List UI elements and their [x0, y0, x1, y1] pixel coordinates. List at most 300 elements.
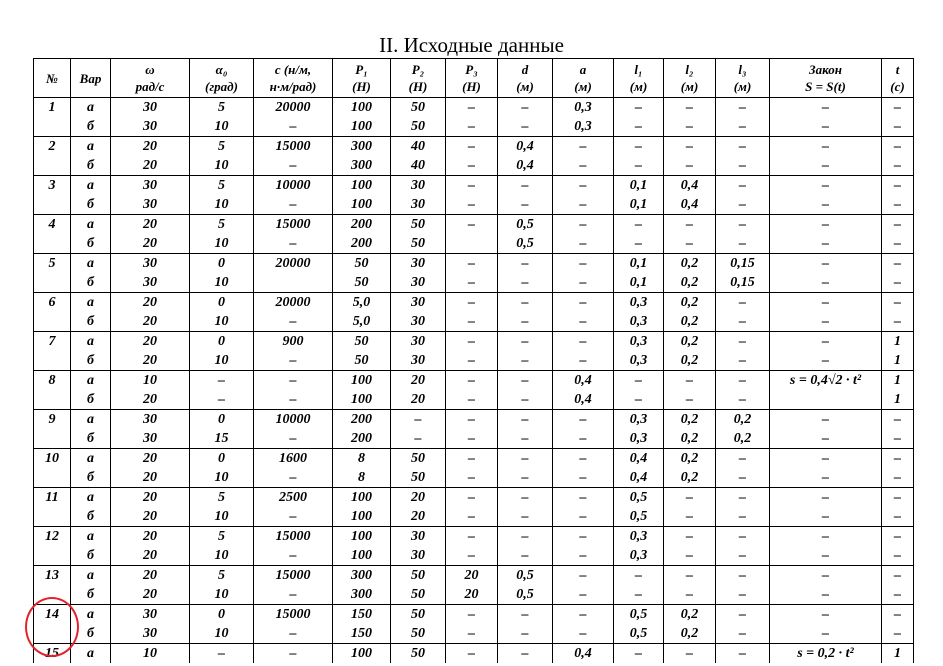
table-cell: 300: [333, 137, 391, 157]
row-number: 11: [34, 488, 71, 527]
table-cell: –: [882, 449, 914, 469]
table-cell: 20: [446, 585, 498, 605]
table-cell: 0,5: [614, 605, 664, 625]
column-header-line2: (Н): [408, 79, 428, 94]
table-cell: 150: [333, 624, 391, 644]
table-cell: –: [614, 390, 664, 410]
table-cell: 20000: [254, 98, 333, 118]
table-cell: –: [553, 507, 614, 527]
row-number: 1: [34, 98, 71, 137]
table-cell: 100: [333, 546, 391, 566]
table-cell: –: [716, 215, 770, 235]
table-row: [34, 410, 914, 430]
table-row: [34, 273, 914, 293]
table-cell: а: [71, 137, 111, 157]
table-cell: 300: [333, 585, 391, 605]
table-cell: 0,4: [498, 156, 553, 176]
table-cell: 200: [333, 429, 391, 449]
table-cell: 50: [391, 605, 446, 625]
column-header-line2: рад/с: [135, 79, 165, 94]
table-cell: –: [553, 585, 614, 605]
table-cell: 0,5: [498, 215, 553, 235]
table-cell: –: [254, 507, 333, 527]
table-cell: –: [882, 488, 914, 508]
table-cell: –: [770, 546, 882, 566]
table-cell: –: [498, 195, 553, 215]
table-cell: –: [498, 449, 553, 469]
table-cell: –: [716, 176, 770, 196]
table-cell: а: [71, 332, 111, 352]
table-cell: –: [254, 351, 333, 371]
table-cell: –: [882, 312, 914, 332]
table-cell: –: [254, 585, 333, 605]
column-header-line1: Вар: [79, 70, 102, 86]
table-cell: –: [553, 332, 614, 352]
table-cell: –: [446, 215, 498, 235]
table-cell: –: [553, 137, 614, 157]
table-cell: 30: [391, 195, 446, 215]
table-cell: 15000: [254, 566, 333, 586]
table-cell: –: [553, 195, 614, 215]
table-cell: –: [498, 254, 553, 274]
table-cell: –: [882, 176, 914, 196]
table-cell: –: [391, 410, 446, 430]
table-cell: –: [553, 468, 614, 488]
table-cell: –: [254, 117, 333, 137]
table-cell: 0,3: [614, 312, 664, 332]
table-cell: 5: [190, 98, 254, 118]
table-cell: –: [553, 605, 614, 625]
table-cell: 20: [446, 566, 498, 586]
table-cell: а: [71, 449, 111, 469]
table-cell: –: [770, 234, 882, 254]
table-cell: 20: [111, 156, 190, 176]
table-cell: 50: [391, 644, 446, 664]
table-cell: –: [664, 215, 716, 235]
table-cell: 0,4: [614, 468, 664, 488]
page-title: II. Исходные данные: [379, 33, 564, 57]
table-cell: –: [498, 429, 553, 449]
table-cell: –: [553, 624, 614, 644]
table-cell: 30: [111, 98, 190, 118]
column-header-line2: (м): [680, 79, 699, 94]
table-cell: –: [553, 156, 614, 176]
table-cell: –: [498, 644, 553, 664]
table-cell: –: [553, 273, 614, 293]
table-cell: 1: [882, 351, 914, 371]
table-cell: s = 0,4√2 · t²: [770, 371, 882, 391]
table-cell: 5: [190, 488, 254, 508]
table-cell: –: [882, 429, 914, 449]
table-cell: –: [664, 390, 716, 410]
column-header: [614, 59, 664, 98]
table-cell: 30: [111, 410, 190, 430]
table-cell: –: [190, 390, 254, 410]
table-cell: 0,3: [614, 410, 664, 430]
table-cell: 50: [333, 273, 391, 293]
table-cell: –: [882, 273, 914, 293]
table-cell: б: [71, 546, 111, 566]
table-cell: б: [71, 390, 111, 410]
table-cell: 10000: [254, 176, 333, 196]
table-cell: –: [498, 117, 553, 137]
table-cell: 30: [111, 176, 190, 196]
column-header-line1: с (н/м,: [274, 62, 312, 77]
table-cell: а: [71, 644, 111, 664]
column-header-line2: (с): [890, 79, 905, 94]
table-cell: –: [664, 527, 716, 547]
table-cell: –: [498, 605, 553, 625]
table-cell: –: [446, 390, 498, 410]
table-cell: –: [254, 644, 333, 664]
table-cell: 5,0: [333, 312, 391, 332]
table-cell: 10: [190, 624, 254, 644]
table-cell: 20: [111, 507, 190, 527]
table-cell: а: [71, 371, 111, 391]
table-cell: 0,3: [614, 429, 664, 449]
table-cell: –: [254, 624, 333, 644]
table-cell: 0,3: [614, 351, 664, 371]
table-cell: –: [553, 429, 614, 449]
table-cell: 0,2: [664, 449, 716, 469]
table-cell: –: [882, 566, 914, 586]
table-cell: 20: [391, 507, 446, 527]
table-cell: –: [553, 176, 614, 196]
table-cell: 10: [190, 234, 254, 254]
table-cell: 20: [111, 546, 190, 566]
table-cell: а: [71, 215, 111, 235]
table-row: [34, 527, 914, 547]
table-cell: 30: [391, 293, 446, 313]
table-cell: 40: [391, 137, 446, 157]
table-row: [34, 507, 914, 527]
column-header-line1: a: [579, 62, 587, 77]
table-cell: –: [664, 137, 716, 157]
table-cell: 20: [111, 234, 190, 254]
table-cell: 10: [190, 468, 254, 488]
table-row: [34, 137, 914, 157]
table-cell: –: [446, 293, 498, 313]
table-cell: 20: [111, 332, 190, 352]
table-row: [34, 234, 914, 254]
table-cell: –: [446, 410, 498, 430]
column-header-line2: (Н): [352, 79, 371, 94]
table-cell: 15: [190, 429, 254, 449]
table-cell: –: [614, 371, 664, 391]
table-cell: –: [446, 117, 498, 137]
table-cell: –: [716, 137, 770, 157]
table-cell: б: [71, 273, 111, 293]
table-cell: 10: [190, 507, 254, 527]
table-cell: [254, 273, 333, 293]
table-cell: –: [446, 488, 498, 508]
table-cell: –: [770, 429, 882, 449]
table-cell: 30: [111, 195, 190, 215]
table-cell: 50: [333, 332, 391, 352]
table-cell: 30: [111, 254, 190, 274]
table-cell: б: [71, 195, 111, 215]
column-header-line1: P₃: [465, 62, 478, 77]
table-row: [34, 585, 914, 605]
table-cell: –: [254, 195, 333, 215]
column-header-line2: н·м/рад): [269, 79, 317, 94]
table-cell: 1: [882, 332, 914, 352]
table-cell: –: [664, 644, 716, 664]
table-cell: –: [446, 137, 498, 157]
table-cell: а: [71, 488, 111, 508]
table-row: [34, 546, 914, 566]
table-cell: –: [882, 137, 914, 157]
table-cell: 50: [391, 624, 446, 644]
table-cell: 15000: [254, 215, 333, 235]
table-cell: –: [770, 488, 882, 508]
table-cell: –: [716, 449, 770, 469]
column-header-line1: l₃: [738, 62, 747, 77]
table-cell: 200: [333, 215, 391, 235]
table-cell: 8: [333, 468, 391, 488]
table-cell: –: [770, 195, 882, 215]
table-cell: –: [190, 644, 254, 664]
column-header: [498, 59, 553, 98]
table-cell: –: [770, 585, 882, 605]
table-cell: 100: [333, 117, 391, 137]
table-cell: б: [71, 156, 111, 176]
table-cell: 30: [391, 176, 446, 196]
table-cell: –: [770, 605, 882, 625]
row-number: 7: [34, 332, 71, 371]
table-cell: –: [716, 644, 770, 664]
table-cell: –: [391, 429, 446, 449]
table-cell: –: [716, 585, 770, 605]
table-cell: 0,2: [664, 312, 716, 332]
table-cell: –: [446, 176, 498, 196]
table-cell: –: [553, 312, 614, 332]
table-cell: s = 0,2 · t²: [770, 644, 882, 664]
table-cell: 0,5: [614, 488, 664, 508]
table-cell: 20: [111, 312, 190, 332]
table-cell: 40: [391, 156, 446, 176]
table-cell: 30: [391, 527, 446, 547]
column-header-line1: ω: [145, 62, 155, 77]
table-cell: –: [614, 585, 664, 605]
table-cell: б: [71, 351, 111, 371]
table-cell: 2500: [254, 488, 333, 508]
table-cell: –: [498, 468, 553, 488]
table-row: [34, 371, 914, 391]
table-cell: б: [71, 117, 111, 137]
table-cell: 20: [111, 449, 190, 469]
table-cell: 0,1: [614, 176, 664, 196]
row-number: 10: [34, 449, 71, 488]
row-number: 2: [34, 137, 71, 176]
table-cell: –: [664, 488, 716, 508]
table-cell: а: [71, 566, 111, 586]
table-cell: –: [498, 293, 553, 313]
table-cell: –: [446, 371, 498, 391]
table-cell: 0,5: [498, 585, 553, 605]
row-number: 14: [34, 605, 71, 644]
table-cell: 50: [391, 449, 446, 469]
table-cell: 50: [333, 254, 391, 274]
table-row: [34, 117, 914, 137]
table-cell: б: [71, 234, 111, 254]
table-cell: б: [71, 312, 111, 332]
row-number: 9: [34, 410, 71, 449]
table-cell: –: [882, 410, 914, 430]
table-cell: 10: [190, 156, 254, 176]
table-cell: 200: [333, 410, 391, 430]
column-header-line1: d: [521, 62, 529, 77]
table-cell: –: [446, 449, 498, 469]
table-cell: 20000: [254, 254, 333, 274]
table-cell: –: [882, 624, 914, 644]
table-cell: [446, 234, 498, 254]
table-cell: 0,4: [553, 390, 614, 410]
table-cell: –: [716, 156, 770, 176]
table-cell: 20: [111, 293, 190, 313]
table-cell: 20: [111, 351, 190, 371]
table-cell: –: [553, 234, 614, 254]
table-row: [34, 624, 914, 644]
table-cell: 150: [333, 605, 391, 625]
table-cell: –: [770, 312, 882, 332]
table-cell: –: [553, 546, 614, 566]
table-cell: а: [71, 605, 111, 625]
table-cell: –: [770, 449, 882, 469]
table-row: [34, 312, 914, 332]
table-cell: –: [770, 156, 882, 176]
table-cell: б: [71, 429, 111, 449]
table-cell: 30: [391, 254, 446, 274]
column-header: [111, 59, 190, 98]
table-cell: –: [254, 312, 333, 332]
table-cell: 1: [882, 390, 914, 410]
table-cell: б: [71, 585, 111, 605]
table-cell: –: [716, 605, 770, 625]
table-cell: 0: [190, 410, 254, 430]
table-cell: –: [254, 468, 333, 488]
table-cell: –: [716, 546, 770, 566]
table-cell: 0,5: [498, 234, 553, 254]
table-cell: –: [553, 215, 614, 235]
table-cell: 30: [111, 605, 190, 625]
table-cell: –: [254, 390, 333, 410]
table-cell: –: [446, 332, 498, 352]
table-cell: –: [254, 234, 333, 254]
table-cell: 0,2: [664, 332, 716, 352]
table-cell: 0,3: [553, 117, 614, 137]
table-cell: 1: [882, 644, 914, 664]
table-cell: –: [664, 98, 716, 118]
table-cell: 0,2: [664, 273, 716, 293]
column-header: [770, 59, 882, 98]
row-number: 13: [34, 566, 71, 605]
table-cell: –: [882, 605, 914, 625]
table-cell: 300: [333, 156, 391, 176]
table-cell: 5: [190, 137, 254, 157]
table-cell: 0: [190, 254, 254, 274]
table-cell: –: [498, 371, 553, 391]
table-cell: б: [71, 507, 111, 527]
table-cell: –: [770, 410, 882, 430]
row-number: 6: [34, 293, 71, 332]
table-cell: а: [71, 176, 111, 196]
table-cell: –: [716, 312, 770, 332]
table-cell: а: [71, 410, 111, 430]
table-cell: 0,1: [614, 254, 664, 274]
table-cell: 0,4: [553, 644, 614, 664]
table-cell: –: [553, 449, 614, 469]
table-cell: 0: [190, 332, 254, 352]
table-cell: –: [770, 215, 882, 235]
column-header-line1: α₀: [215, 62, 228, 77]
table-cell: 50: [391, 468, 446, 488]
table-cell: 0,5: [498, 566, 553, 586]
table-cell: 50: [391, 117, 446, 137]
table-cell: 20: [111, 137, 190, 157]
table-cell: 100: [333, 644, 391, 664]
table-cell: 20: [111, 215, 190, 235]
table-row: [34, 488, 914, 508]
table-cell: 0,2: [664, 410, 716, 430]
table-cell: –: [614, 156, 664, 176]
column-header: [34, 59, 71, 98]
table-cell: –: [498, 546, 553, 566]
table-cell: 100: [333, 507, 391, 527]
table-cell: 20: [111, 468, 190, 488]
table-cell: –: [498, 488, 553, 508]
table-cell: –: [614, 234, 664, 254]
table-cell: 0,4: [664, 195, 716, 215]
table-cell: –: [446, 527, 498, 547]
table-cell: 300: [333, 566, 391, 586]
table-cell: 10000: [254, 410, 333, 430]
data-table: [33, 58, 914, 663]
table-cell: –: [254, 429, 333, 449]
column-header-line2: (м): [629, 79, 648, 94]
table-cell: 10: [111, 644, 190, 664]
table-cell: 50: [391, 215, 446, 235]
table-cell: 5,0: [333, 293, 391, 313]
table-cell: –: [770, 117, 882, 137]
table-cell: –: [716, 566, 770, 586]
table-cell: –: [882, 234, 914, 254]
table-cell: –: [716, 488, 770, 508]
table-cell: –: [882, 117, 914, 137]
table-cell: 30: [391, 312, 446, 332]
table-cell: 100: [333, 390, 391, 410]
table-cell: 100: [333, 488, 391, 508]
table-cell: –: [498, 351, 553, 371]
table-cell: 15000: [254, 137, 333, 157]
table-cell: –: [664, 585, 716, 605]
table-cell: –: [716, 293, 770, 313]
table-cell: 10: [190, 312, 254, 332]
table-cell: –: [770, 293, 882, 313]
table-cell: –: [770, 468, 882, 488]
table-cell: –: [446, 98, 498, 118]
table-cell: 15000: [254, 527, 333, 547]
column-header: [716, 59, 770, 98]
column-header: [446, 59, 498, 98]
table-cell: –: [882, 195, 914, 215]
table-cell: –: [770, 137, 882, 157]
table-cell: –: [770, 566, 882, 586]
column-header: [664, 59, 716, 98]
table-cell: а: [71, 98, 111, 118]
table-row: [34, 605, 914, 625]
table-row: [34, 332, 914, 352]
